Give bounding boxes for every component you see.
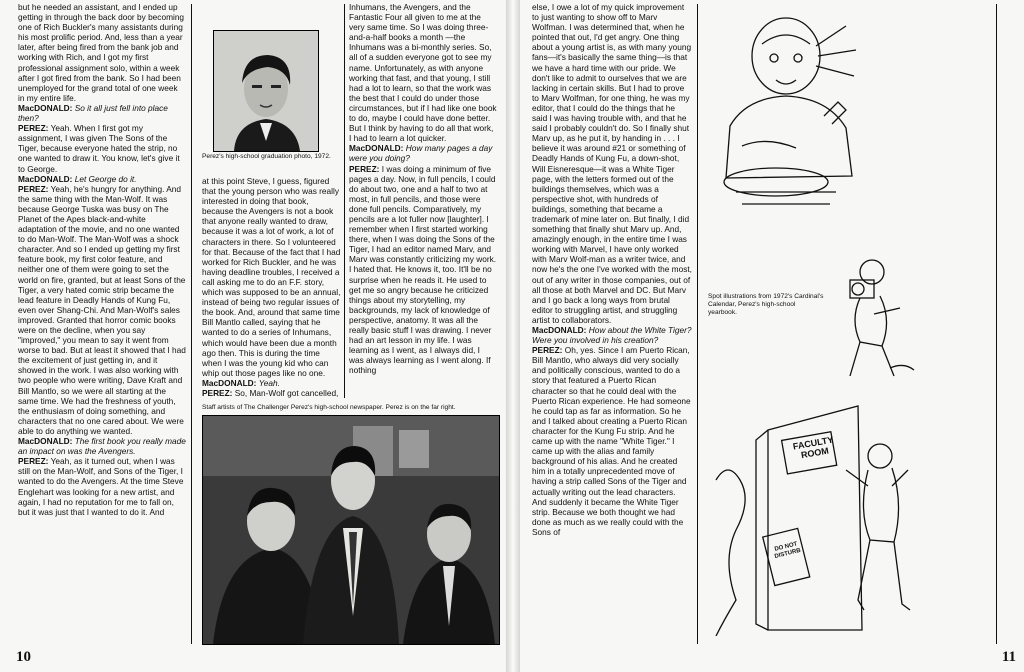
paragraph (18, 436, 186, 456)
speaker-label: MacDONALD: (202, 377, 257, 388)
paragraph (18, 2, 186, 103)
photo-caption-staff: Staff artists of The Challenger Perez's high-school newspaper. Perez is on the far right. (202, 404, 456, 411)
paragraph (349, 2, 497, 143)
paragraph (18, 103, 186, 123)
faculty-room-sign: FACULTY ROOM (792, 434, 835, 461)
paragraph (18, 184, 186, 436)
answer-text: at this point Steve, I guess, figured that the young person who was really interested in doing that book, because the Avengers is not a book that anyone really wanted to draw, because it was a lot of work, a lot of characters in there. So I volunteered for that. Because of the fact that I had worked for Rich Buckler, and he was having deadline troubles, I received a call asking me to do an F.F. story, which was supposed to be an annual, instead of being two regular issues of the book. And, around that same time Bill Mantlo called, saying that he wanted to do a series of Inhumans, which would have been due a month ago then. This is during the time when I was the young kid who can whip out those pages like no one. (202, 176, 341, 378)
book-gutter (506, 0, 520, 672)
left-column-1 (18, 2, 186, 644)
paragraph (532, 2, 692, 325)
left-column-3 (349, 2, 497, 398)
answer-text: Inhumans, the Avengers, and the Fantastic Four all given to me at the very same time. So I was doing three-and-a-half books a month —the Inhumans was a bi-monthly series. So, all of a sudden everyone got to see my name. Unfortunately, as with anyone working that fast, and that young, I still had a lot to learn, so that the work was the best that I could do under those circumstances, but if I had like one book to do, maybe I could have done better. But I think by having to do all that work, I had to learn a lot quicker. (349, 2, 497, 144)
paragraph (18, 123, 186, 173)
paragraph (349, 143, 497, 163)
speaker-label: MacDONALD: (349, 143, 404, 154)
left-page (0, 0, 506, 672)
illustration-photographer (820, 250, 920, 380)
left-column-2 (202, 176, 342, 398)
column-rule (344, 4, 345, 398)
right-margin-rule (996, 4, 997, 644)
page-number-left: 10 (16, 649, 31, 665)
right-page (520, 0, 1024, 672)
speaker-label: PEREZ: (349, 163, 380, 174)
speaker-label: MacDONALD: (532, 325, 587, 335)
illustration-eating-man (706, 6, 866, 214)
answer-text: I was doing a minimum of five pages a day. Now, in full pencils, I could do about two, one and a half to two at most, in full pencils, and those were done full pencils. Comparatively, my pencils are a lot fuller now [laughter]. I remember when I first started working there, when I was doing the Sons of the Tiger, I had an editor named Marv, and Marv was constantly criticizing my work. I hated that. He knows it, too. It'll be no surprise when he reads it. He used to get me so angry because he criticized things about my storytelling, my backgrounds, my lack of knowledge of perspective, anatomy. It was all the really basic stuff I was drawing. I never had an art lesson in my life. I was learning as I went, as I always did, I was always learning as I went along. If nothing (349, 163, 497, 376)
answer-text: Oh, yes. Since I am Puerto Rican, Bill Mantlo, who always did very socially and politically conscious, wanted to do a story that featured a Puerto Rican character so that he could deal with the Puerto Rican experience. He had someone he could tap as far as information. So he and I talked about creating a Puerto Rican character for the Kung Fu strip. And he came up with the name "White Tiger." I came up with the alias and family background of his alias. And he created him in a totally unprecedented move of having a strip called Sons of the Tiger and actually writing out the lead characters. And suddenly it became the White Tiger strip. Because we both thought we had done as much as we really could with the Sons of (532, 345, 691, 537)
speaker-label: MacDONALD: (18, 173, 73, 184)
answer-text: Yeah, as it turned out, when I was still on the Man-Wolf, and Sons of the Tiger, I wanted to do the Avengers. At the time Steve Englehart was looking for a new artist, and again, I had no reputation for me to fall on, but it was just that I wanted to do it. And (18, 456, 184, 517)
paragraph (349, 164, 497, 376)
question-text: So it all just fell into place then? (18, 102, 168, 124)
question-text: Yeah. (258, 377, 280, 388)
photo-caption-graduation: Perez's high-school graduation photo, 1972. (202, 153, 331, 160)
paragraph (532, 325, 692, 345)
paragraph (202, 176, 342, 378)
speaker-label: PEREZ: (18, 183, 49, 194)
speaker-label: MacDONALD: (18, 102, 73, 113)
answer-text: else, I owe a lot of my quick improvement to just wanting to show off to Marv Wolfman. I was determined that, when he pointed that out, I'd get angry. One thing about a young artist is, as with many young fans—it's basically the same thing—is that we have a hard time with our pride. We don't like to admit to ourselves that we are lacking in certain skills. But I had to prove to Marv Wolfman, for one thing, he was my editor, that I could do the things that he said I was having trouble with, and that he said I probably couldn't do. So I finally shut Marv up, as he put it, by handing in . . . I believe it was around #21 or something of Deadly Hands of Kung Fu, a down-shot, Will Eisneresque—it was a White Tiger page, with the letters formed out of the buildings themselves, which was a perspective shot, with hundreds of buildings, something that became a trademark of mine later on. But finally, I did something that finally shut Marv up. And, amazingly enough, in the entire time I was working with Marvel, I have only worked with Marv Wolf-man as a writer twice, and now he's the one I've worked with the most, out of any writer in those companies, out of all those at both Marvel and DC. But Marv and I go back a long ways from brutal editor to struggling artist, and struggling artist to collaborators. (532, 2, 692, 325)
speaker-label: PEREZ: (532, 345, 563, 356)
column-rule (191, 4, 192, 644)
question-text: The first book you really made an impact on was the Avengers. (18, 436, 186, 457)
page-number-right: 11 (1001, 649, 1016, 665)
column-rule (697, 4, 698, 644)
paragraph (532, 345, 692, 537)
question-text: How many pages a day were you doing? (349, 143, 493, 164)
speaker-label: PEREZ: (202, 387, 233, 398)
illustration-faculty-room (708, 400, 918, 636)
paragraph (202, 378, 342, 388)
speaker-label: MacDONALD: (18, 436, 73, 447)
answer-text: Yeah. When I first got my assignment, I was given The Sons of the Tiger, because everyone hated the strip, no one wanted to draw it. You know, let's give it to George. (18, 123, 180, 174)
question-text: How about the White Tiger? Were you involved in his creation? (532, 325, 692, 346)
illustration-caption: Spot illustrations from 1972's Cardinal's Calendar, Perez's high-school yearbook. (708, 293, 824, 316)
answer-text: So, Man-Wolf got cancelled, (234, 387, 339, 398)
door-note: DO NOT DISTURB (773, 541, 802, 561)
speaker-label: PEREZ: (18, 123, 49, 134)
paragraph (18, 456, 186, 517)
graduation-photo (213, 30, 319, 152)
question-text: Let George do it. (74, 173, 137, 184)
answer-text: but he needed an assistant, and I ended up getting in through the back door by becoming one of Rich Buckler's many assistants during his most prolific period. And, less than a year later, after being fired from the bank job and working with Rich, and I got my first professional assignment solo, within a week after I got fired from the bank. So I had been unemployed for the grand total of one week in my entire life. (18, 2, 185, 103)
paragraph (18, 174, 186, 184)
speaker-label: PEREZ: (18, 456, 49, 467)
staff-group-photo (202, 415, 500, 645)
answer-text: Yeah, he's hungry for anything. And the same thing with the Man-Wolf. It was because George Tuska was busy on The Planet of the Apes black-and-white adaptation of the movie, and no one wanted to do Man-Wolf. The Man-Wolf was a shock character. And so I ended up getting my first feature book, my first color feature, and neither one of them were going to set the world on fire, granted, but at least Sons of the Tiger, a very hated comic strip became the lead feature in Deadly Hands of Kung Fu, even over Shang-Chi. And Man-Wolf's sales improved. Granted that horror comic books were on the decline, when you say "improved," you mean to say it went from worse to bad. But at least it showed that I had the excitement of just getting in, and it showed in the work. I was also working with two people who were writing, Dave Kraft and Bill Mantlo, so we were all starting at the same time. We had the freshness of youth, the enthusiasm of doing something, and characters that no one cared about. We were able to do anything we wanted. (18, 183, 186, 436)
right-column-1 (532, 2, 692, 644)
paragraph (202, 388, 342, 398)
